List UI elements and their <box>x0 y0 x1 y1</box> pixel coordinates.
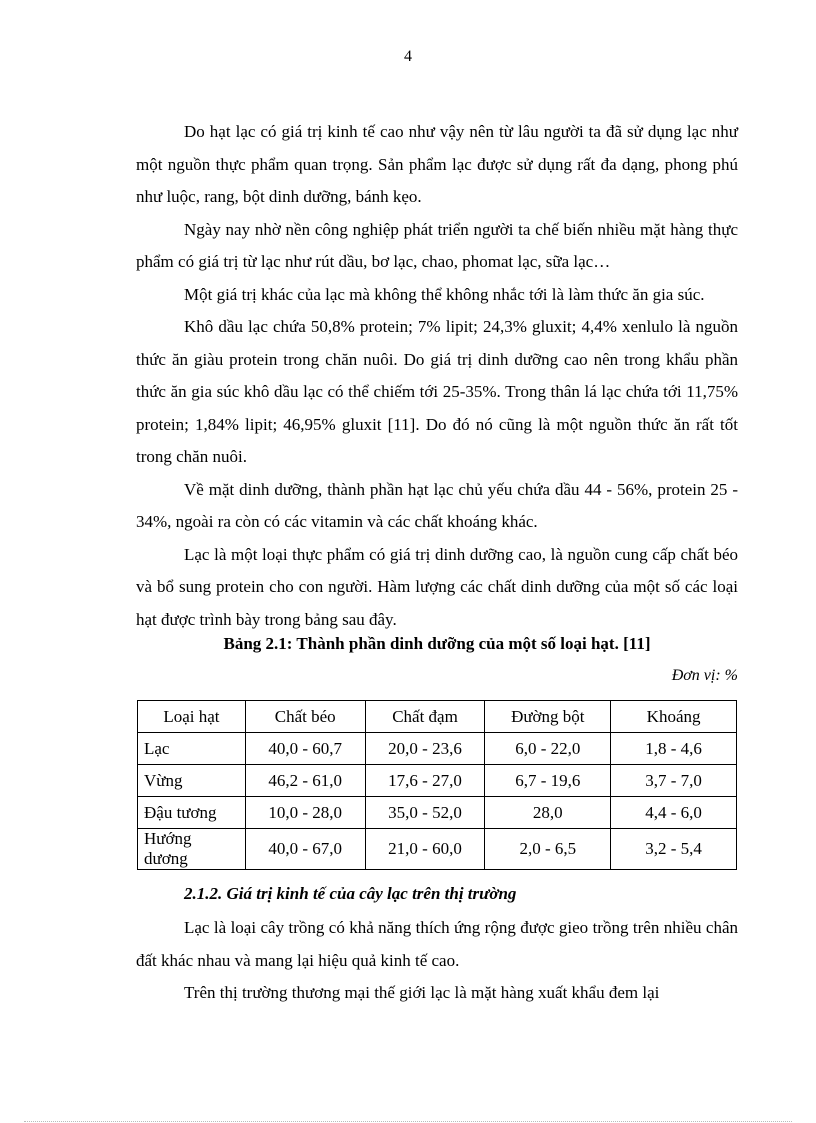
table-unit: Đơn vị: % <box>671 667 738 684</box>
table-cell: Lạc <box>138 733 246 765</box>
table-row <box>138 733 737 765</box>
table-cell: 3,7 - 7,0 <box>611 765 737 797</box>
table-cell: 40,0 - 60,7 <box>245 733 365 765</box>
paragraph: Lạc là loại cây trồng có khả năng thích ứng rộng được gieo trồng trên nhiều chân đất khác nhau và mang lại hiệu quả kinh tế cao. <box>136 918 738 970</box>
table-cell: 46,2 - 61,0 <box>245 765 365 797</box>
table-cell: Vừng <box>138 765 246 797</box>
body-text-block-2 <box>136 912 738 1010</box>
page-bottom-divider <box>24 1121 792 1122</box>
body-text-block-1 <box>136 116 738 636</box>
table-cell: 4,4 - 6,0 <box>611 797 737 829</box>
paragraph: Khô dầu lạc chứa 50,8% protein; 7% lipit; 24,3% gluxit; 4,4% xenlulo là nguồn thức ăn giàu protein trong chăn nuôi. Do giá trị dinh dưỡng cao nên trong khẩu phần thức ăn gia súc khô dầu lạc có thể chiếm tới 25-35%. Trong thân lá lạc chứa tới 11,75% protein; 1,84% lipit; 46,95% gluxit [11]. Do đó nó cũng là một nguồn thức ăn rất tốt trong chăn nuôi. <box>136 317 738 466</box>
table-cell: 6,0 - 22,0 <box>485 733 611 765</box>
table-cell: 6,7 - 19,6 <box>485 765 611 797</box>
table-cell: 10,0 - 28,0 <box>245 797 365 829</box>
table-cell: 1,8 - 4,6 <box>611 733 737 765</box>
table-row <box>138 765 737 797</box>
paragraph: Về mặt dinh dưỡng, thành phần hạt lạc chủ yếu chứa dầu 44 - 56%, protein 25 - 34%, ngoài ra còn có các vitamin và các chất khoáng khác. <box>136 479 738 531</box>
paragraph: Trên thị trường thương mại thế giới lạc là mặt hàng xuất khẩu đem lại <box>184 983 660 1002</box>
table-cell: 21,0 - 60,0 <box>365 829 485 870</box>
table-header-cell: Khoáng <box>611 701 737 733</box>
paragraph: Lạc là một loại thực phẩm có giá trị dinh dưỡng cao, là nguồn cung cấp chất béo và bổ sung protein cho con người. Hàm lượng các chất dinh dưỡng của một số các loại hạt được trình bày trong bảng sau đây. <box>136 544 738 629</box>
table-cell: Đậu tương <box>138 797 246 829</box>
table-caption: Bảng 2.1: Thành phần dinh dưỡng của một số loại hạt. [11] <box>223 634 651 653</box>
table-cell: 28,0 <box>485 797 611 829</box>
table-header-cell: Chất đạm <box>365 701 485 733</box>
table-cell: 35,0 - 52,0 <box>365 797 485 829</box>
nutrition-table <box>137 700 737 870</box>
table-cell: 3,2 - 5,4 <box>611 829 737 870</box>
table-header-cell: Đường bột <box>485 701 611 733</box>
table-cell: 40,0 - 67,0 <box>245 829 365 870</box>
table-cell: 2,0 - 6,5 <box>485 829 611 870</box>
paragraph: Một giá trị khác của lạc mà không thể không nhắc tới là làm thức ăn gia súc. <box>184 284 705 304</box>
paragraph: Ngày nay nhờ nền công nghiệp phát triển người ta chế biến nhiều mặt hàng thực phẩm có giá trị từ lạc như rút dầu, bơ lạc, chao, phomat lạc, sữa lạc… <box>136 219 738 271</box>
section-heading: 2.1.2. Giá trị kinh tế của cây lạc trên thị trường <box>184 884 517 903</box>
table-cell: 20,0 - 23,6 <box>365 733 485 765</box>
paragraph: Do hạt lạc có giá trị kinh tế cao như vậy nên từ lâu người ta đã sử dụng lạc như một nguồn thực phẩm quan trọng. Sản phẩm lạc được sử dụng rất đa dạng, phong phú như luộc, rang, bột dinh dưỡng, bánh kẹo. <box>136 122 738 206</box>
table-header-row <box>138 701 737 733</box>
table-cell: 17,6 - 27,0 <box>365 765 485 797</box>
page-number: 4 <box>404 48 412 65</box>
table-row <box>138 829 737 870</box>
table-row <box>138 797 737 829</box>
table-cell: Hướng dương <box>138 829 246 870</box>
table-header-cell: Loại hạt <box>138 701 246 733</box>
table-header-cell: Chất béo <box>245 701 365 733</box>
